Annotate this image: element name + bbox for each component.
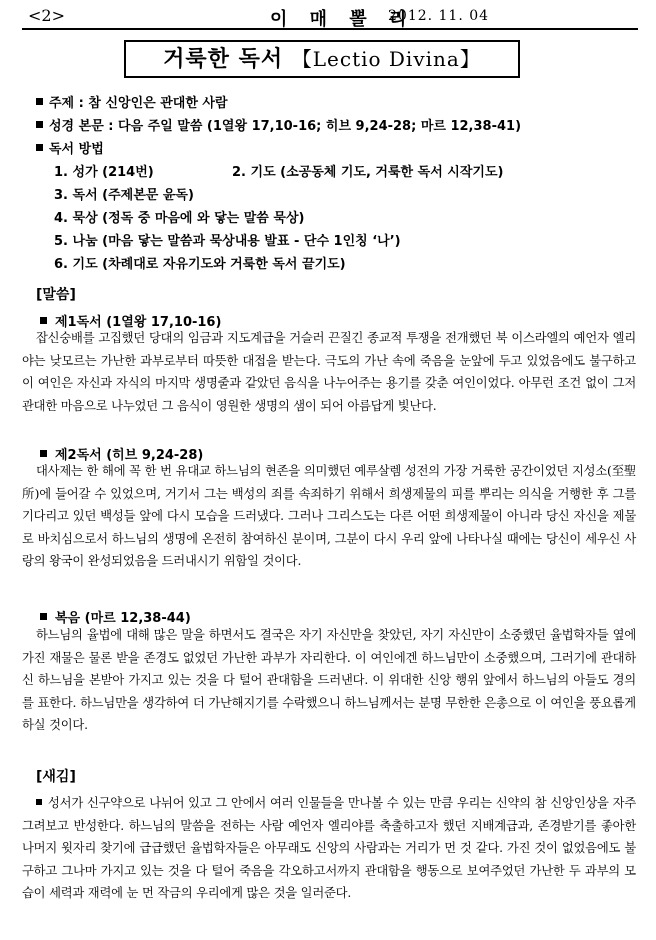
method-row (36, 230, 636, 253)
reading-heading-text: 제2독서 (히브 9,24-28) (55, 448, 204, 463)
method-row (36, 161, 636, 184)
reflection-text (22, 792, 636, 905)
theme-text: 주제 : 참 신앙인은 관대한 사람 (49, 96, 228, 111)
bullet-square-icon (40, 613, 47, 620)
reflection-section-label: [새김] (36, 769, 76, 785)
reading-heading-text: 제1독서 (1열왕 17,10-16) (55, 315, 222, 330)
method-row (36, 184, 636, 207)
method-row (36, 207, 636, 230)
method-label-row (36, 138, 636, 161)
page-header (22, 4, 638, 30)
method-item: 6. 기도 (차례대로 자유기도와 거룩한 독서 끝기도) (54, 257, 346, 272)
document-title (124, 40, 520, 78)
method-row (36, 253, 636, 276)
bullet-square-icon (36, 799, 42, 805)
theme-row (36, 92, 636, 115)
bible-text: 성경 본문 : 다음 주일 말씀 (1열왕 17,10-16; 히브 9,24-28; 마르 12,38-41) (49, 119, 522, 134)
bullet-square-icon (36, 144, 43, 151)
bullet-square-icon (40, 450, 47, 457)
word-section-label: [말씀] (36, 287, 76, 303)
bulletin-date: 2012. 11. 04 (388, 8, 490, 24)
title-korean: 거룩한 독서 (163, 47, 284, 72)
bullet-square-icon (40, 317, 47, 324)
bullet-square-icon (36, 98, 43, 105)
reading-text: 잡신숭배를 고집했던 당대의 임금과 지도계급을 거슬러 끈질긴 종교적 투쟁을 전개했던 북 이스라엘의 예언자 엘리야는 낮모르는 가난한 과부로부터 따뜻한 대접을 받는다. 극도의 가난 속에 죽음을 눈앞에 두고 있었음에도 불구하고 이 여인은 자신과 자식의 마지막 생명줄과 같았던 음식을 나누어주는 용기를 갖춘 여인이었다. 아무런 조건 없이 그저 관대한 마음으로 나누었던 그 음식이 영원한 생명의 샘이 되어 아름답게 빛난다. (22, 331, 636, 413)
reflection-body: 성서가 신구약으로 나뉘어 있고 그 안에서 여러 인물들을 만나볼 수 있는 만큼 우리는 신약의 참 신앙인상을 자주 그려보고 반성한다. 하느님의 말씀을 전하는 사람 예언자 엘리야를 축출하고자 했던 지배계급과, 존경받기를 좋아한 나머지 윗자리 찾기에 급급했던 율법학자들은 아무래도 신앙의 사람과는 거리가 먼 것 같다. 가진 것이 없었음에도 불구하고 그나마 가지고 있는 것을 다 털어 죽음을 각오하고서까지 관대함을 행동으로 보여주었던 가난한 두 과부의 모습이 세력과 재력에 눈 먼 작금의 우리에게 많은 것을 일러준다. (22, 796, 636, 900)
method-label: 독서 방법 (49, 142, 104, 157)
method-item: 1. 성가 (214번) (54, 165, 154, 180)
bullet-square-icon (36, 121, 43, 128)
bible-row (36, 115, 636, 138)
method-item: 2. 기도 (소공동체 기도, 거룩한 독서 시작기도) (232, 165, 504, 180)
info-block (36, 92, 636, 276)
bulletin-title: 이 매 뽈 리 (270, 9, 415, 30)
method-item: 5. 나눔 (마음 닿는 말씀과 묵상내용 발표 - 단수 1인칭 ‘나’) (54, 234, 401, 249)
method-item: 3. 독서 (주제본문 윤독) (54, 188, 194, 203)
reading-text: 하느님의 율법에 대해 많은 말을 하면서도 결국은 자기 자신만을 찾았던, 자기 자신만이 소중했던 율법학자들 옆에 가진 재물은 물론 받을 존경도 없었던 가난한 과부가 자리한다. 이 여인에겐 하느님만이 소중했으며, 그러기에 관대하신 하느님을 본받아 가지고 있는 것을 다 털어 관대함을 드러낸다. 이 위대한 신앙 행위 앞에서 하느님의 아들도 경의를 표한다. 하느님만을 생각하여 더 가난해지기를 수락했으니 하느님께서는 분명 무한한 은총으로 이 여인을 풍요롭게 하실 것이다. (22, 628, 636, 732)
reading-heading-text: 복음 (마르 12,38-44) (55, 611, 191, 626)
page-number: <2> (28, 6, 65, 25)
reading-text: 대사제는 한 해에 꼭 한 번 유대교 하느님의 현존을 의미했던 예루살렘 성전의 가장 거룩한 공간이었던 지성소(至聖所)에 들어갈 수 있었으며, 거기서 그는 백성의 죄를 속죄하기 위해서 희생제물의 피를 뿌리는 의식을 거행한 후 그를 기다리고 있던 백성들 앞에 다시 모습을 드러냈다. 그러나 그리스도는 다른 어떤 희생제물이 아니라 당신 자신을 제물로 바치심으로서 하느님의 생명에 온전히 참여하신 분이며, 그분이 다시 우리 앞에 나타나실 때에는 당신이 세우신 사랑의 왕국이 완성되었음을 드러내시기 위함일 것이다. (22, 464, 636, 568)
method-item: 4. 묵상 (정독 중 마음에 와 닿는 말씀 묵상) (54, 211, 305, 226)
title-latin: 【Lectio Divina】 (291, 47, 481, 71)
